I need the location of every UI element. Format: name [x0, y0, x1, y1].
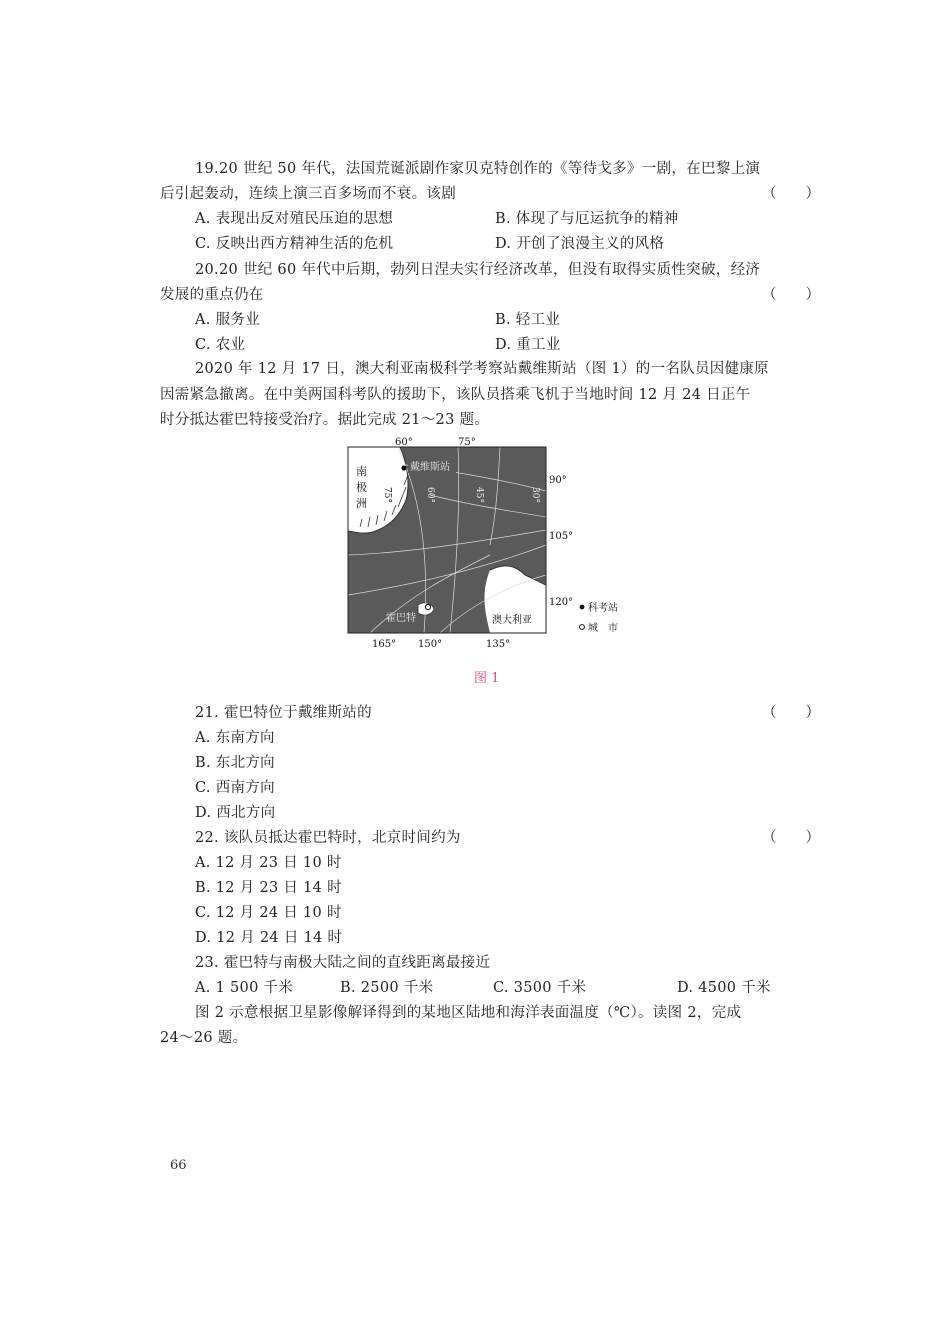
legend-station-label: 科考站	[588, 603, 618, 614]
q22-option-d: D. 12 月 24 日 14 时	[195, 930, 343, 946]
q22-answer-paren: （ ）	[762, 830, 820, 846]
page-number: 66	[170, 1158, 187, 1173]
lon-label-90: 90°	[549, 475, 567, 486]
lon-label-60: 60°	[395, 437, 413, 448]
q19-option-b: B. 体现了与厄运抗争的精神	[495, 211, 679, 227]
davis-station-label: 戴维斯站	[410, 462, 450, 473]
q19-option-d: D. 开创了浪漫主义的风格	[495, 236, 665, 252]
legend-city-label: 城 市	[588, 623, 618, 634]
q23-stem: 23. 霍巴特与南极大陆之间的直线距离最接近	[195, 955, 491, 971]
q20-option-a: A. 服务业	[195, 312, 260, 328]
legend-city-icon	[580, 625, 585, 630]
q19-option-a: A. 表现出反对殖民压迫的思想	[195, 211, 394, 227]
lat-label-30: 30°	[530, 487, 540, 503]
lon-label-105: 105°	[549, 531, 574, 542]
lon-label-150: 150°	[418, 639, 443, 650]
q22-option-c: C. 12 月 24 日 10 时	[195, 905, 342, 921]
q21-answer-paren: （ ）	[762, 705, 820, 721]
hobart-label: 霍巴特	[386, 613, 416, 624]
q20-answer-paren: （ ）	[762, 287, 820, 303]
q20-option-c: C. 农业	[195, 337, 246, 353]
q23-option-a: A. 1 500 千米	[195, 980, 294, 996]
q20-stem-line1: 20.20 世纪 60 年代中后期，勃列日涅夫实行经济改革，但没有取得实质性突破，经济	[195, 262, 761, 278]
q21-stem: 21. 霍巴特位于戴维斯站的	[195, 705, 372, 721]
q22-stem: 22. 该队员抵达霍巴特时，北京时间约为	[195, 830, 461, 846]
legend-station-icon	[580, 605, 585, 610]
intro-line3: 时分抵达霍巴特接受治疗。据此完成 21～23 题。	[160, 412, 490, 428]
q20-option-b: B. 轻工业	[495, 312, 561, 328]
antarctica-australia-map	[340, 435, 640, 655]
q21-option-d: D. 西北方向	[195, 805, 276, 821]
hobart-city-marker	[425, 604, 430, 609]
fig2-intro-line2: 24～26 题。	[160, 1030, 248, 1046]
q21-option-c: C. 西南方向	[195, 780, 275, 796]
q21-option-b: B. 东北方向	[195, 755, 275, 771]
q19-stem-line2: 后引起轰动，连续上演三百多场而不衰。该剧	[160, 186, 456, 202]
q23-option-c: C. 3500 千米	[493, 980, 587, 996]
q20-stem-line2: 发展的重点仍在	[160, 287, 264, 303]
q21-option-a: A. 东南方向	[195, 730, 275, 746]
intro-line1: 2020 年 12 月 17 日，澳大利亚南极科学考察站戴维斯站（图 1）的一名队员因健康原	[195, 361, 769, 377]
fig2-intro-line1: 图 2 示意根据卫星影像解译得到的某地区陆地和海洋表面温度（℃）。读图 2，完成	[195, 1005, 742, 1021]
figure-1-caption: 图 1	[474, 671, 500, 686]
q19-option-c: C. 反映出西方精神生活的危机	[195, 236, 394, 252]
lat-label-75: 75°	[382, 487, 392, 503]
lon-label-75: 75°	[458, 437, 476, 448]
lon-label-165: 165°	[372, 639, 397, 650]
q20-option-d: D. 重工业	[495, 337, 561, 353]
q22-option-a: A. 12 月 23 日 10 时	[195, 855, 342, 871]
q23-option-b: B. 2500 千米	[340, 980, 434, 996]
lat-label-60: 60°	[425, 487, 435, 503]
intro-line2: 因需紧急撤离。在中美两国科考队的援助下，该队员搭乘飞机于当地时间 12 月 24 日正午	[160, 387, 751, 403]
lon-label-135: 135°	[486, 639, 511, 650]
q22-option-b: B. 12 月 23 日 14 时	[195, 880, 342, 896]
lon-label-120: 120°	[549, 597, 574, 608]
q23-option-d: D. 4500 千米	[677, 980, 771, 996]
australia-label: 澳大利亚	[492, 615, 532, 626]
davis-station-marker	[401, 465, 406, 470]
antarctica-label-2: 极	[356, 481, 367, 494]
antarctica-label-3: 洲	[356, 497, 367, 510]
antarctica-label-1: 南	[356, 465, 367, 478]
q19-answer-paren: （ ）	[762, 186, 820, 202]
lat-label-45: 45°	[474, 487, 484, 503]
q19-stem-line1: 19.20 世纪 50 年代，法国荒诞派剧作家贝克特创作的《等待戈多》一剧，在巴黎上演	[195, 161, 761, 177]
